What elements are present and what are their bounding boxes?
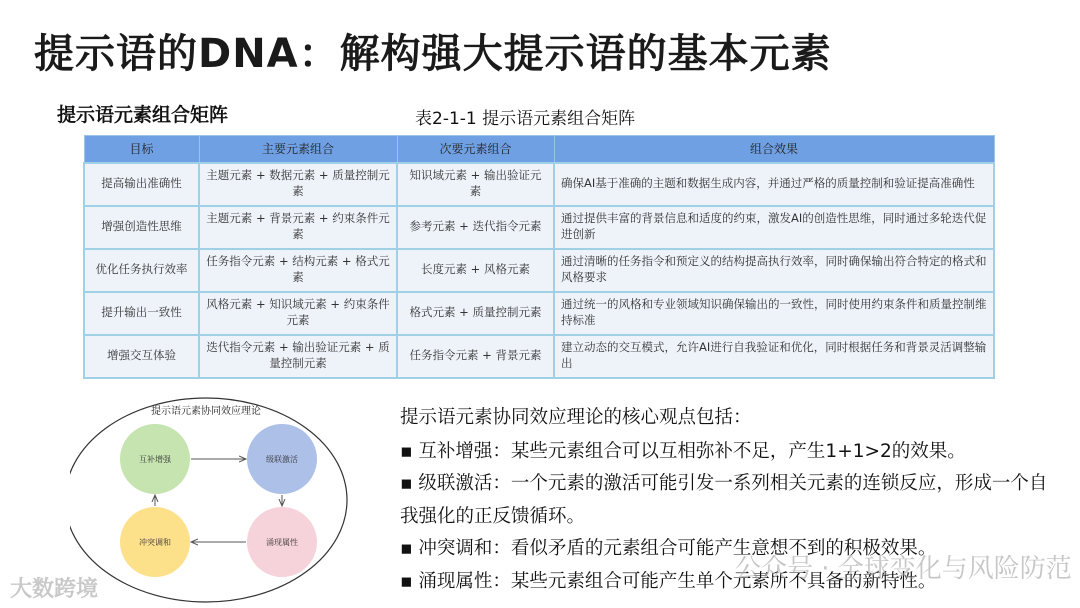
table-row xyxy=(84,292,994,335)
node-complement-label: 互补增强 xyxy=(139,455,171,464)
diagram-boundary xyxy=(70,398,347,602)
point-item: ▪ 冲突调和：看似矛盾的元素组合可能产生意想不到的积极效果。 xyxy=(400,538,937,559)
section-subtitle: 提示语元素组合矩阵 xyxy=(57,104,229,126)
node-cascade-label: 级联激活 xyxy=(266,455,298,464)
node-emergent-label: 涌现属性 xyxy=(266,538,298,547)
cell-primary: 风格元素 + 知识域元素 + 约束条件元素 xyxy=(199,292,397,335)
cell-goal: 增强创造性思维 xyxy=(84,206,199,249)
header-secondary: 次要元素组合 xyxy=(397,136,554,163)
cell-primary: 迭代指令元素 + 输出验证元素 + 质量控制元素 xyxy=(199,335,397,378)
point-item: ▪ 级联激活：一个元素的激活可能引发一系列相关元素的连锁反应，形成一个自我强化的正反馈循环。 xyxy=(400,473,1048,527)
cell-primary: 主题元素 + 背景元素 + 约束条件元素 xyxy=(199,206,397,249)
table-row xyxy=(84,163,994,206)
cell-secondary: 格式元素 + 质量控制元素 xyxy=(397,292,554,335)
page-title: 提示语的DNA：解构强大提示语的基本元素 xyxy=(34,31,832,77)
cell-effect: 确保AI基于准确的主题和数据生成内容，并通过严格的质量控制和验证提高准确性 xyxy=(554,163,994,206)
cell-effect: 通过统一的风格和专业领域知识确保输出的一致性，同时使用约束条件和质量控制维持标准 xyxy=(554,292,994,335)
point-item: ▪ 涌现属性：某些元素组合可能产生单个元素所不具备的新特性。 xyxy=(400,570,937,592)
cell-goal: 提升输出一致性 xyxy=(84,292,199,335)
table-row xyxy=(84,206,994,249)
header-goal: 目标 xyxy=(84,136,199,163)
cell-effect: 通过清晰的任务指令和预定义的结构提高执行效率，同时确保输出符合特定的格式和风格要求 xyxy=(554,249,994,292)
cell-secondary: 长度元素 + 风格元素 xyxy=(397,249,554,292)
synergy-diagram xyxy=(70,388,370,608)
cell-goal: 增强交互体验 xyxy=(84,335,199,378)
cell-secondary: 任务指令元素 + 背景元素 xyxy=(397,335,554,378)
table-header-row xyxy=(84,136,994,163)
diagram-title: 提示语元素协同效应理论 xyxy=(151,406,261,417)
table-row xyxy=(84,335,994,378)
cell-goal: 优化任务执行效率 xyxy=(84,249,199,292)
cell-primary: 主题元素 + 数据元素 + 质量控制元素 xyxy=(199,163,397,206)
watermark-logo: 大数跨境 xyxy=(10,577,99,602)
cell-effect: 通过提供丰富的背景信息和适度的约束，激发AI的创造性思维，同时通过多轮迭代促进创新 xyxy=(554,206,994,249)
cell-goal: 提高输出准确性 xyxy=(84,163,199,206)
cell-effect: 建立动态的交互模式，允许AI进行自我验证和优化，同时根据任务和背景灵活调整输出 xyxy=(554,335,994,378)
point-item: ▪ 互补增强：某些元素组合可以互相弥补不足，产生1+1>2的效果。 xyxy=(400,440,966,462)
key-points-heading: 提示语元素协同效应理论的核心观点包括： xyxy=(400,407,752,428)
cell-secondary: 知识域元素 + 输出验证元素 xyxy=(397,163,554,206)
node-conflict-label: 冲突调和 xyxy=(139,538,171,547)
cell-secondary: 参考元素 + 迭代指令元素 xyxy=(397,206,554,249)
element-matrix-table xyxy=(83,135,995,379)
header-primary: 主要元素组合 xyxy=(199,136,397,163)
table-row xyxy=(84,249,994,292)
watermark-account: 公众号 · 全球变化与风险防范 xyxy=(735,554,1072,584)
table-caption: 表2-1-1 提示语元素组合矩阵 xyxy=(415,109,636,129)
header-effect: 组合效果 xyxy=(554,136,994,163)
cell-primary: 任务指令元素 + 结构元素 + 格式元素 xyxy=(199,249,397,292)
